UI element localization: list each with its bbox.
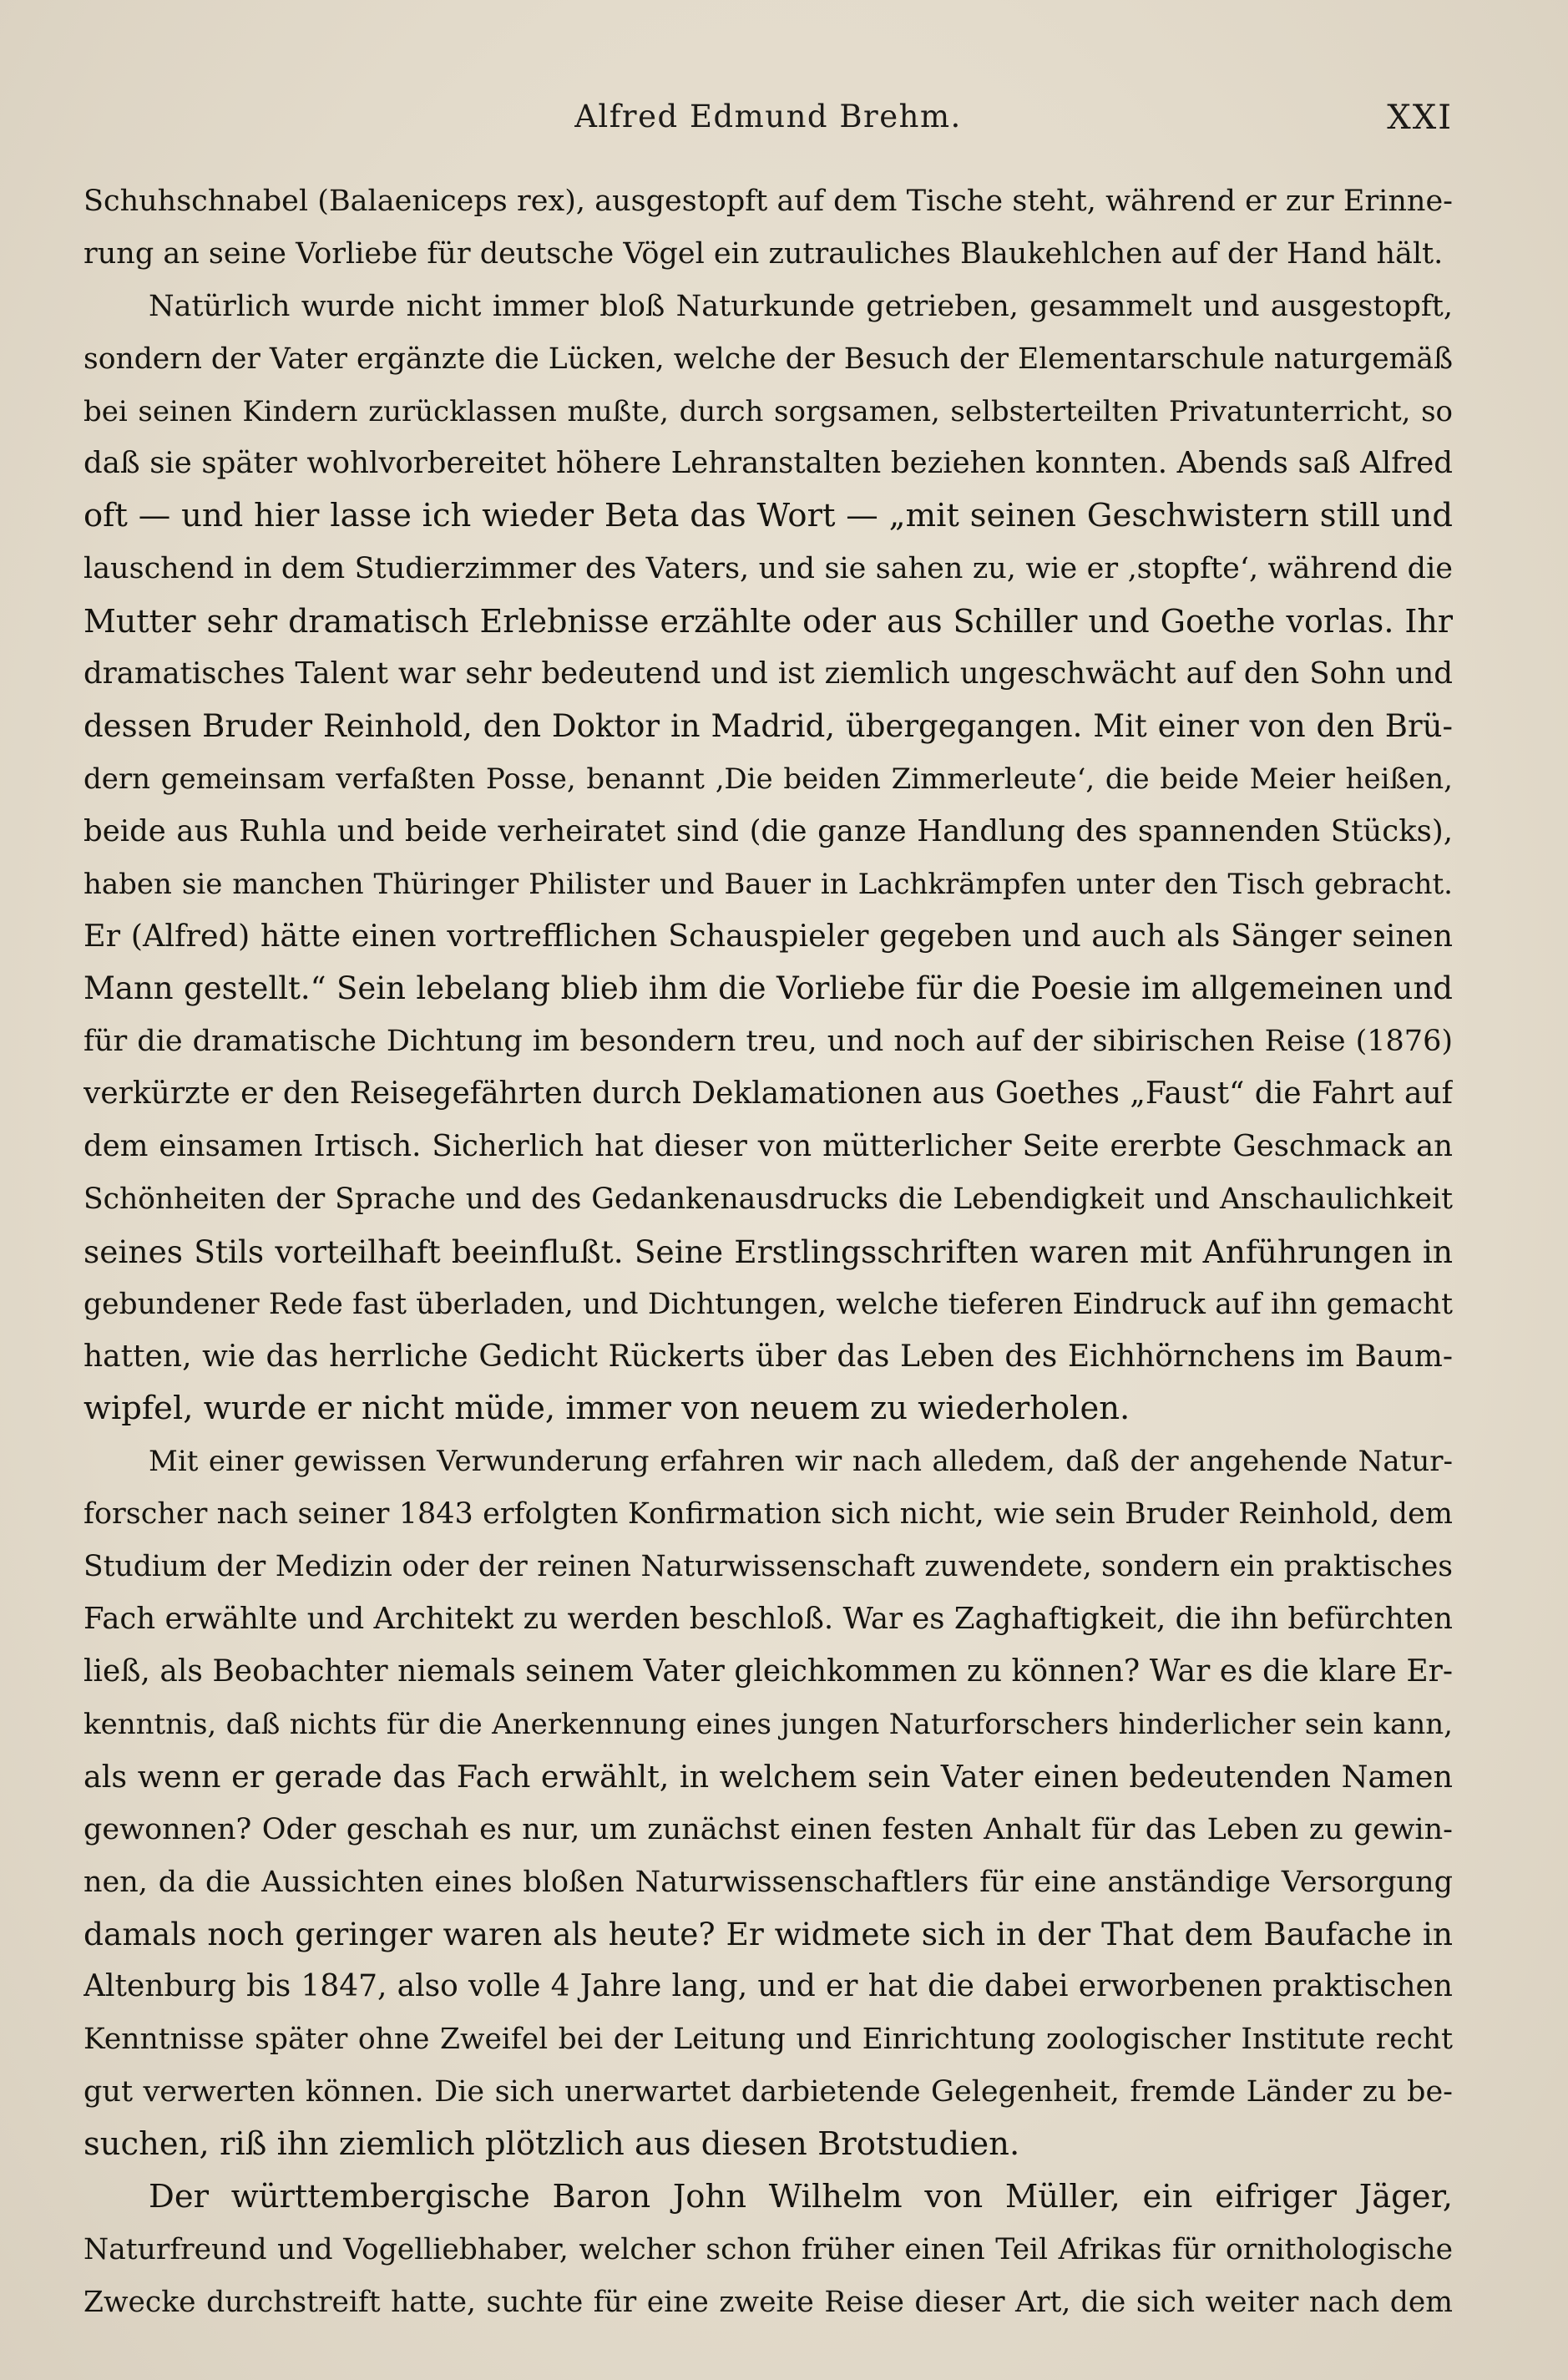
- text-line: für die dramatische Dichtung im besondern treu, und noch auf der sibirischen Reise (1876): [83, 1025, 1453, 1059]
- text-line: wipfel, wurde er nicht müde, immer von neuem zu wiederholen.: [83, 1390, 1130, 1428]
- text-line: daß sie später wohlvorbereitet höhere Lehranstalten beziehen konnten. Abends saß Alfred: [83, 446, 1453, 481]
- text-line: ließ, als Beobachter niemals seinem Vater gleichkommen zu können? War es die klare Er-: [83, 1653, 1453, 1689]
- text-line: Natürlich wurde nicht immer bloß Naturkunde getrieben, gesammelt und ausgestopft,: [149, 289, 1453, 323]
- text-line: Altenburg bis 1847, also volle 4 Jahre lang, und er hat die dabei erworbenen praktischen: [83, 1969, 1453, 2004]
- text-line: Zwecke durchstreift hatte, suchte für eine zweite Reise dieser Art, die sich weiter nach dem: [83, 2285, 1453, 2319]
- text-line: beide aus Ruhla und beide verheiratet sind (die ganze Handlung des spannenden Stücks),: [83, 813, 1453, 848]
- text-line: gut verwerten können. Die sich unerwartet darbietende Gelegenheit, fremde Länder zu be-: [83, 2075, 1453, 2109]
- text-line: dern gemeinsam verfaßten Posse, benannt ‚Die beiden Zimmerleute‘, die beide Meier heißen,: [83, 762, 1453, 796]
- text-line: nen, da die Aussichten eines bloßen Naturwissenschaftlers für eine anständige Versorgung: [83, 1865, 1453, 1899]
- text-line: dem einsamen Irtisch. Sicherlich hat dieser von mütterlicher Seite ererbte Geschmack an: [83, 1129, 1453, 1164]
- text-line: gebundener Rede fast überladen, und Dichtungen, welche tieferen Eindruck auf ihn gemacht: [83, 1287, 1453, 1321]
- text-line: haben sie manchen Thüringer Philister und Bauer in Lachkrämpfen unter den Tisch gebracht.: [83, 867, 1453, 901]
- text-line: Mit einer gewissen Verwunderung erfahren wir nach alledem, daß der angehende Natur-: [149, 1445, 1453, 1479]
- text-line: gewonnen? Oder geschah es nur, um zunächst einen festen Anhalt für das Leben zu gewin-: [83, 1812, 1453, 1846]
- text-line: Kenntnisse später ohne Zweifel bei der Leitung und Einrichtung zoologischer Institute recht: [83, 2023, 1453, 2057]
- text-line: oft — und hier lasse ich wieder Beta das Wort — „mit seinen Geschwistern still und: [83, 497, 1453, 535]
- text-line: bei seinen Kindern zurücklassen mußte, durch sorgsamen, selbsterteilten Privatunterricht, so: [83, 394, 1453, 428]
- page-number: XXI: [1387, 99, 1453, 137]
- text-line: damals noch geringer waren als heute? Er widmete sich in der That dem Baufache in: [83, 1916, 1453, 1953]
- running-head: Alfred Edmund Brehm.: [574, 99, 962, 134]
- page-header: [83, 99, 1453, 149]
- text-line: Schönheiten der Sprache und des Gedankenausdrucks die Lebendigkeit und Anschaulichkeit: [83, 1182, 1453, 1216]
- text-line: kenntnis, daß nichts für die Anerkennung eines jungen Naturforschers hinderlicher sein kann,: [83, 1707, 1453, 1741]
- text-line: Fach erwählte und Architekt zu werden beschloß. War es Zaghaftigkeit, die ihn befürchten: [83, 1602, 1453, 1637]
- text-line: hatten, wie das herrliche Gedicht Rückerts über das Leben des Eichhörnchens im Baum-: [83, 1339, 1453, 1374]
- text-line: Mutter sehr dramatisch Erlebnisse erzählte oder aus Schiller und Goethe vorlas. Ihr: [83, 603, 1453, 641]
- text-line: verkürzte er den Reisegefährten durch Deklamationen aus Goethes „Faust“ die Fahrt auf: [83, 1076, 1453, 1112]
- text-line: sondern der Vater ergänzte die Lücken, welche der Besuch der Elementarschule naturgemäß: [83, 342, 1453, 376]
- text-line: suchen, riß ihn ziemlich plötzlich aus diesen Brotstudien.: [83, 2124, 1020, 2163]
- text-line: Er (Alfred) hätte einen vortrefflichen Schauspieler gegeben und auch als Sänger seinen: [83, 918, 1453, 955]
- body-text: [83, 175, 1453, 2329]
- text-line: als wenn er gerade das Fach erwählt, in welchem sein Vater einen bedeutenden Namen: [83, 1758, 1453, 1795]
- text-line: dramatisches Talent war sehr bedeutend und ist ziemlich ungeschwächt auf den Sohn und: [83, 656, 1453, 691]
- text-line: dessen Bruder Reinhold, den Doktor in Madrid, übergegangen. Mit einer von den Brü-: [83, 707, 1453, 744]
- text-line: Naturfreund und Vogelliebhaber, welcher schon früher einen Teil Afrikas für ornithologische: [83, 2232, 1453, 2266]
- text-line: Schuhschnabel (Balaeniceps rex), ausgestopft auf dem Tische steht, während er zur Erinne-: [83, 185, 1453, 218]
- text-line: forscher nach seiner 1843 erfolgten Konfirmation sich nicht, wie sein Bruder Reinhold, dem: [83, 1497, 1453, 1532]
- text-line: seines Stils vorteilhaft beeinflußt. Seine Erstlingsschriften waren mit Anführungen in: [83, 1233, 1453, 1270]
- text-line: Der württembergische Baron John Wilhelm von Müller, ein eifriger Jäger,: [149, 2177, 1453, 2215]
- text-line: lauschend in dem Studierzimmer des Vaters, und sie sahen zu, wie er ‚stopfte‘, während die: [83, 552, 1453, 586]
- text-line: rung an seine Vorliebe für deutsche Vögel ein zutrauliches Blaukehlchen auf der Hand hält.: [83, 236, 1444, 271]
- text-line: Studium der Medizin oder der reinen Naturwissenschaft zuwendete, sondern ein praktisches: [83, 1550, 1453, 1584]
- text-line: Mann gestellt.“ Sein lebelang blieb ihm die Vorliebe für die Poesie im allgemeinen und: [83, 970, 1453, 1007]
